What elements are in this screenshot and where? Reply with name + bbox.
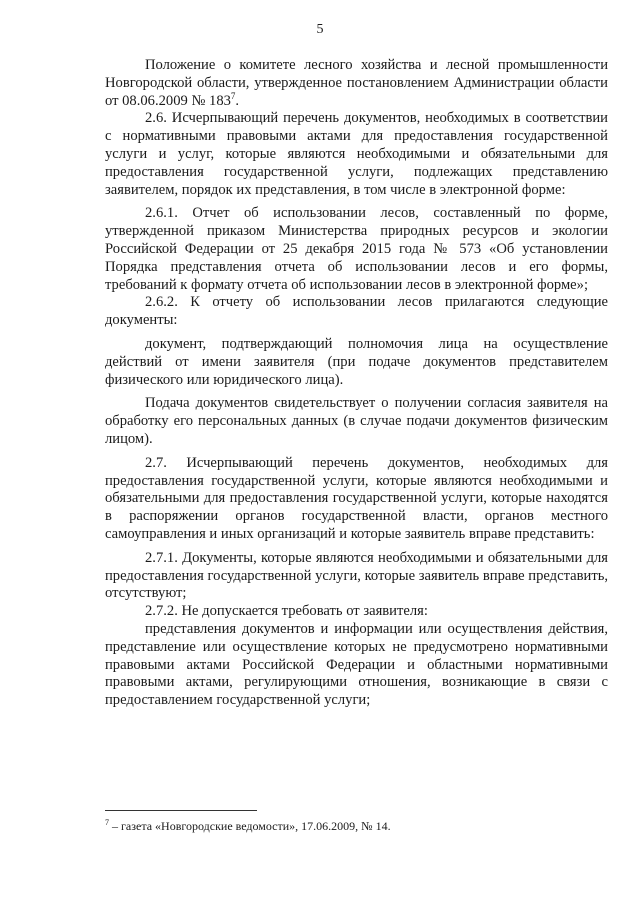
footnote-number: 7 — [105, 818, 109, 827]
paragraph-prohibition: представления документов и информации или осуществления действия, представление или осуществление которых не предусмотрено нормативными правовыми актами Российской Федерации и областными нормативными правовыми актами, регулирующими отношения, возникающие в связи с предоставлением государственной услуги; — [105, 620, 608, 709]
document-body — [105, 57, 608, 710]
paragraph-2-7-2: 2.7.2. Не допускается требовать от заявителя: — [145, 603, 428, 620]
footnote — [105, 819, 608, 833]
footnote-reference: 7 — [230, 90, 236, 101]
paragraph-regulation-reference — [105, 57, 608, 110]
paragraph-2-7-1: 2.7.1. Документы, которые являются необходимыми и обязательными для предоставления государственной услуги, которые заявитель вправе представить, отсутствуют; — [105, 549, 608, 602]
page-number: 5 — [316, 22, 324, 37]
paragraph-2-6-2: 2.6.2. К отчету об использовании лесов прилагаются следующие документы: — [105, 294, 608, 329]
paragraph-consent: Подача документов свидетельствует о получении согласия заявителя на обработку его персональных данных (в случае подачи документов физическим лицом). — [105, 395, 608, 447]
paragraph-2-6: 2.6. Исчерпывающий перечень документов, необходимых в соответствии с нормативными правовыми актами для предоставления государственной услуги и услуг, которые являются необходимыми и обязательными для предоставления государственной услуги, подлежащих представлению заявителем, порядок их представления, в том числе в электронной форме: — [105, 110, 608, 198]
paragraph-2-6-1: 2.6.1. Отчет об использовании лесов, составленный по форме, утвержденной приказом Министерства природных ресурсов и экологии Российской Федерации от 25 декабря 2015 года № 573 «Об установлении Порядка представления отчета об использовании лесов и его формы, требований к формату отчета об использовании лесов в электронной форме»; — [105, 205, 608, 293]
footnote-separator — [105, 810, 257, 811]
footnote-text: – газета «Новгородские ведомости», 17.06.2009, № 14. — [109, 819, 391, 833]
paragraph-authority-document: документ, подтверждающий полномочия лица на осуществление действий от имени заявителя (при подаче документов представителем физического или юридического лица). — [105, 335, 608, 388]
paragraph-text: Положение о комитете лесного хозяйства и лесной промышленности Новгородской области, утвержденное постановлением Администрации области от 08.06.2009 № 183 — [105, 57, 608, 109]
paragraph-2-7: 2.7. Исчерпывающий перечень документов, необходимых для предоставления государственной услуги, которые являются необходимыми и обязательными для предоставления государственной услуги, которые находятся в распоряжении органов государственной власти, органов местного самоуправления и иных организаций и которые заявитель вправе представить: — [105, 454, 608, 542]
sentence-period: . — [235, 92, 240, 109]
